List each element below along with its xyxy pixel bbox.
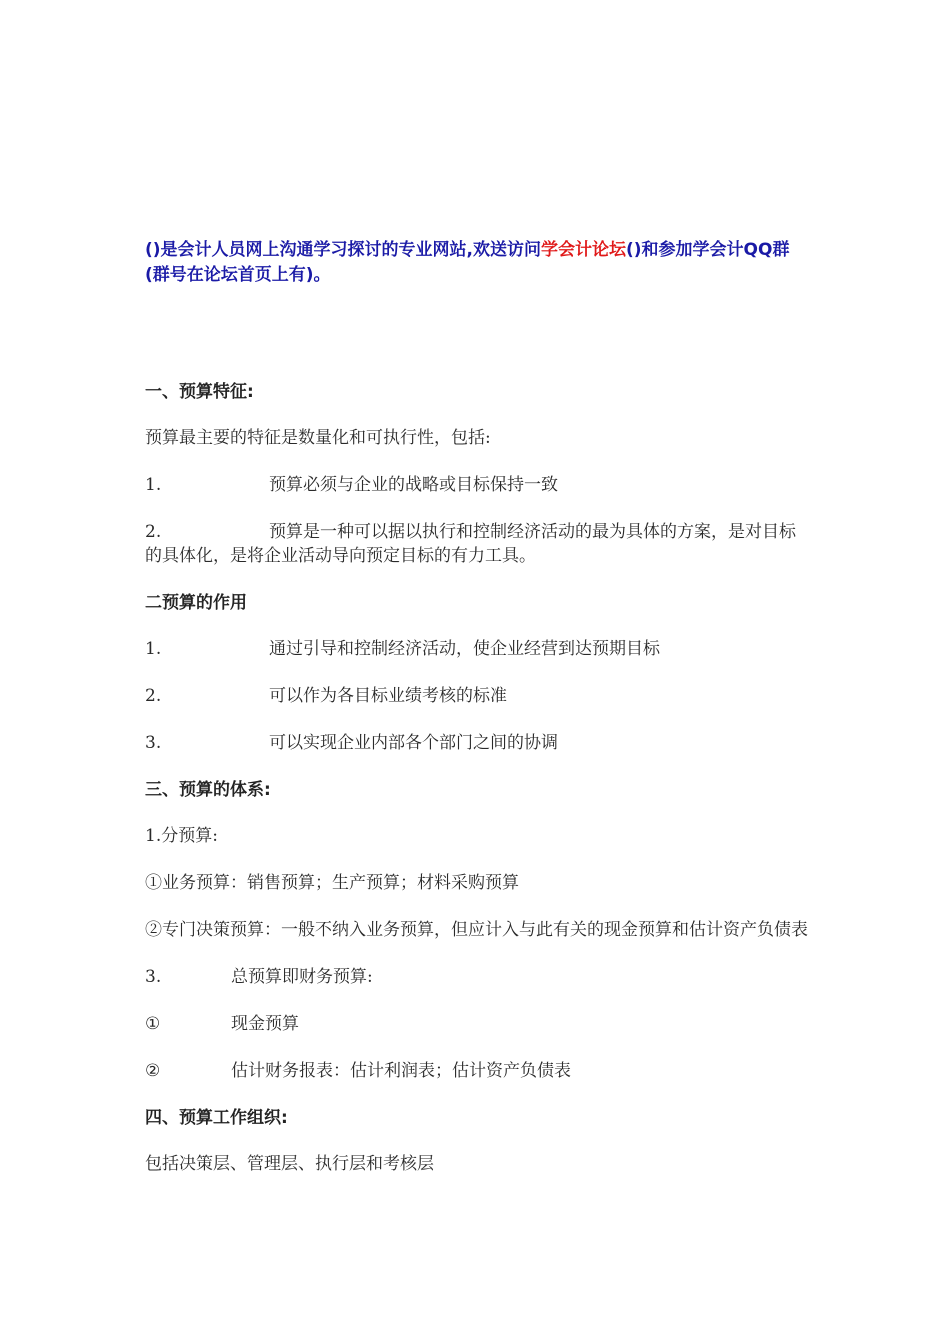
forum-link[interactable]: 学会计论坛	[541, 240, 626, 260]
section1-text: 预算最主要的特征是数量化和可执行性，包括:	[145, 428, 491, 448]
item-text: 预算必须与企业的战略或目标保持一致	[269, 475, 558, 495]
item-text: 估计财务报表：估计利润表；估计资产负债表	[231, 1061, 571, 1081]
section3-sub3	[145, 965, 810, 989]
item-text: 可以实现企业内部各个部门之间的协调	[269, 733, 558, 753]
intro-text-1: ()是会计人员网上沟通学习探讨的专业网站,欢送访问	[145, 240, 541, 260]
item-number: 1.	[145, 475, 162, 495]
item-number: 2.	[145, 686, 162, 706]
section1-item-2	[145, 520, 810, 568]
item-number: 2.	[145, 522, 162, 542]
section2-item-3	[145, 731, 810, 755]
section2-item-1	[145, 637, 810, 661]
document-page	[145, 238, 810, 1199]
section3-heading: 三、预算的体系:	[145, 780, 271, 800]
section4-heading: 四、预算工作组织:	[145, 1108, 288, 1128]
section3-sub3-item-2	[145, 1059, 810, 1083]
section3-sub1-item-2: ②专门决策预算：一般不纳入业务预算，但应计入与此有关的现金预算和估计资产负债表	[145, 920, 808, 940]
intro-text-2: ()和参加学会计QQ群(群号在论坛首页上有)。	[145, 240, 790, 285]
section2-item-2	[145, 684, 810, 708]
intro-paragraph	[145, 238, 810, 288]
item-number: ②	[145, 1061, 161, 1081]
item-text: 总预算即财务预算:	[231, 967, 373, 987]
item-text: 通过引导和控制经济活动，使企业经营到达预期目标	[269, 639, 660, 659]
section2-heading: 二预算的作用	[145, 593, 247, 613]
section4-text: 包括决策层、管理层、执行层和考核层	[145, 1154, 434, 1174]
section1-item-1	[145, 473, 810, 497]
section3-sub3-item-1	[145, 1012, 810, 1036]
item-number: 1.	[145, 639, 162, 659]
item-number: 3.	[145, 967, 162, 987]
item-text: 现金预算	[231, 1014, 299, 1034]
section3-sub1: 1.分预算:	[145, 826, 218, 846]
item-number: ①	[145, 1014, 161, 1034]
item-text: 可以作为各目标业绩考核的标准	[269, 686, 507, 706]
item-number: 3.	[145, 733, 162, 753]
item-text: 预算是一种可以据以执行和控制经济活动的最为具体的方案，是对目标的具体化，是将企业活动导向预定目标的有力工具。	[145, 522, 796, 566]
section3-sub1-item-1: ①业务预算：销售预算；生产预算；材料采购预算	[145, 873, 519, 893]
section1-heading: 一、预算特征:	[145, 382, 254, 402]
